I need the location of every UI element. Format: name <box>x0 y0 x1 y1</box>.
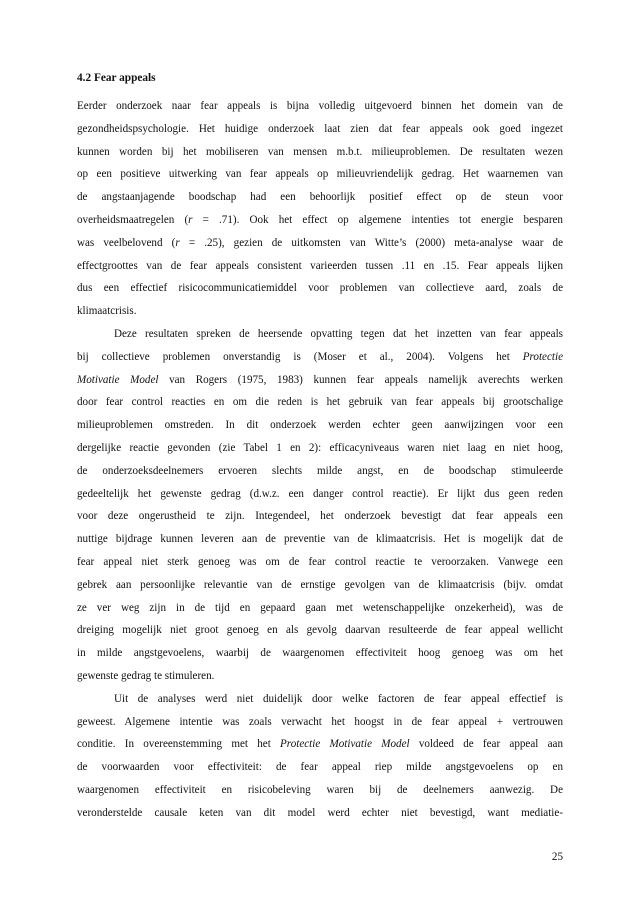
paragraph-3 <box>77 688 563 825</box>
text-line: in milde angstgevoelens, waarbij de waargenomen effectiviteit hoog genoeg was om het <box>77 647 563 660</box>
text-line: dus een effectief risicocommunicatiemiddel voor problemen van collectieve aard, zoals de <box>77 282 563 295</box>
text-line: op een positieve uitwerking van fear appeals op milieuvriendelijk gedrag. Het waarnemen van <box>77 168 563 181</box>
text-line: dergelijke reactie gevonden (zie Tabel 1 en 2): efficacyniveaus waren niet laag en niet hoog, <box>77 441 563 454</box>
italic-term: Protectie Motivatie Model <box>280 738 410 751</box>
text-line: gedeeltelijk het gewenste gedrag (d.w.z. een danger control reactie). Er lijkt dus geen reden <box>77 487 563 500</box>
text-line: effectgroottes van de fear appeals consistent varieerden tussen .11 en .15. Fear appeals lijken <box>77 259 563 272</box>
text-line: de angstaanjagende boodschap had een behoorlijk positief effect op de steun voor <box>77 191 563 204</box>
text-line: milieuproblemen omstreden. In dit onderzoek werden echter geen aanwijzingen voor een <box>77 419 563 432</box>
text-line: de voorwaarden voor effectiviteit: de fear appeal riep milde angstgevoelens op en <box>77 761 563 774</box>
italic-term: Motivatie Model <box>77 373 159 386</box>
page-body <box>77 70 563 825</box>
text-line: Eerder onderzoek naar fear appeals is bijna volledig uitgevoerd binnen het domein van de <box>77 100 563 112</box>
text-line: de onderzoeksdeelnemers ervoeren slechts milde angst, en de boodschap stimuleerde <box>77 464 563 477</box>
text-line: geweest. Algemene intentie was zoals verwacht het hoogst in de fear appeal + vertrouwen <box>77 715 563 728</box>
section-heading: 4.2 Fear appeals <box>77 72 156 84</box>
text-line: kunnen worden bij het mobiliseren van mensen m.b.t. milieuproblemen. De resultaten wezen <box>77 145 563 158</box>
text-line: was veelbelovend (r = .25), gezien de uitkomsten van Witte’s (2000) meta-analyse waar de <box>77 236 563 249</box>
text-line: veronderstelde causale keten van dit model werd echter niet bevestigd, want mediatie- <box>77 806 563 819</box>
text-line: ze ver weg zijn in de tijd en gepaard gaan met wetenschappelijke onzekerheid), was de <box>77 601 563 614</box>
text-line: klimaatcrisis. <box>77 305 137 318</box>
text-line: dreiging mogelijk niet groot genoeg en als gevolg daarvan resulteerde de fear appeal wellicht <box>77 624 563 637</box>
text-line: door fear control reacties en om die reden is het gebruik van fear appeals bij grootschalige <box>77 396 563 409</box>
text-line: overheidsmaatregelen (r = .71). Ook het effect op algemene intenties tot energie besparen <box>77 213 563 226</box>
text-line: voor deze ongerustheid te zijn. Integendeel, het onderzoek bevestigt dat fear appeals een <box>77 510 563 523</box>
italic-term: r <box>175 236 180 249</box>
text-line: gebrek aan persoonlijke relevantie van de ernstige gevolgen van de klimaatcrisis (bijv. omdat <box>77 578 563 591</box>
text-line: waargenomen effectiviteit en risicobeleving waren bij de deelnemers aanwezig. De <box>77 783 563 796</box>
paragraph-2 <box>77 323 563 688</box>
text-line: gezondheidspsychologie. Het huidige onderzoek laat zien dat fear appeals ook goed ingezet <box>77 122 563 135</box>
text-line: conditie. In overeenstemming met het Protectie Motivatie Model voldeed de fear appeal aan <box>77 738 563 751</box>
text-line: Uit de analyses werd niet duidelijk door welke factoren de fear appeal effectief is <box>114 692 563 705</box>
text-line: bij collectieve problemen onverstandig is (Moser et al., 2004). Volgens het Protectie <box>77 350 563 363</box>
paragraph-1 <box>77 95 563 323</box>
text-line: gewenste gedrag te stimuleren. <box>77 669 215 682</box>
page-number: 25 <box>551 851 563 863</box>
text-line: Deze resultaten spreken de heersende opvatting tegen dat het inzetten van fear appeals <box>114 327 563 340</box>
italic-term: r <box>188 213 193 226</box>
italic-term: Protectie <box>522 350 563 363</box>
text-line: fear appeal niet sterk genoeg was om de fear control reactie te veroorzaken. Vanwege een <box>77 555 563 568</box>
text-line: Motivatie Model van Rogers (1975, 1983) kunnen fear appeals namelijk averechts werken <box>77 373 563 386</box>
text-line: nuttige bijdrage kunnen leveren aan de preventie van de klimaatcrisis. Het is mogelijk dat de <box>77 533 563 546</box>
